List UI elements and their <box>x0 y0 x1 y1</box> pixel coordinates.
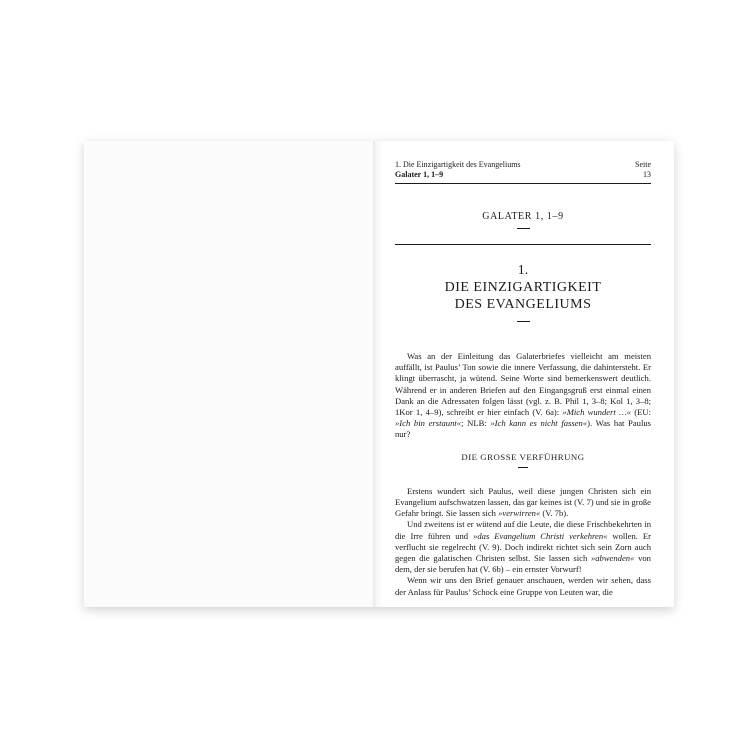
running-header <box>395 160 651 180</box>
paragraph-2: Erstens wundert sich Paulus, weil diese jungen Christen sich ein Evangelium aufschwatzen lassen, das gar keines ist (V. 7) und sie in große Gefahr bringt. Sie lassen sich »verwirren« (V. 7b). <box>395 485 651 519</box>
paragraph-1: Was an der Einleitung das Galaterbriefes vielleicht am meisten auffällt, ist Paulus’ Ton sowie die innere Verfassung, die dahintersteht. Er klingt überrascht, ja wütend. Seine Worte sind bemerkenswert deutlich. Während er in anderen Briefen auf den Eingangsgruß erst einmal einen Dank an die Adressaten folgen lässt (vgl. z. B. Phil 1, 3–8; Kol 1, 3–8; 1Kor 1, 4–9), schreibt er hier einfach (V. 6a): »Mich wundert …« (EU: »Ich bin erstaunt«; NLB: »Ich kann es nicht fassen«). Was hat Paulus nur? <box>395 351 652 440</box>
header-page-number: 13 <box>643 170 651 179</box>
section-title-dash <box>518 467 528 468</box>
page-content <box>395 160 651 598</box>
paragraph-3: Und zweitens ist er wütend auf die Leute, die diese Frischbekehrten in die Irre führen und »das Evangelium Christi verkehren« wollen. Er verflucht sie regelrecht (V. 9). Doch indirekt richtet sich sein Zorn auch gegen die galatischen Christen selbst. Sie lassen sich »abwenden« von dem, der sie berufen hat (V. 6b) – ein ernster Vorwurf! <box>395 519 652 575</box>
header-passage-line: Galater 1, 1–9 <box>395 170 444 179</box>
chapter-number: 1. <box>517 263 529 278</box>
chapter-title-line-1: DIE EINZIGARTIGKEIT <box>444 280 602 295</box>
left-page-blank <box>84 141 375 607</box>
header-chapter-line: 1. Die Einzigartigkeit des Evangeliums <box>395 160 521 169</box>
section-title: DIE GROSSE VERFÜHRUNG <box>461 451 585 462</box>
header-page-label: Seite <box>635 160 651 169</box>
open-book <box>84 141 674 607</box>
chapter-rule <box>395 244 651 245</box>
right-page <box>383 141 674 607</box>
chapter-title-dash <box>517 321 530 322</box>
book-spine <box>373 141 383 607</box>
chapter-title-line-2: DES EVANGELIUMS <box>454 297 592 312</box>
header-rule <box>395 183 651 184</box>
body-text <box>395 351 651 598</box>
paragraph-4: Wenn wir uns den Brief genauer anschauen, werden wir sehen, dass der Anlass für Paulus’ Schock eine Gruppe von Leuten war, die <box>395 575 651 597</box>
part-title-dash <box>517 228 530 229</box>
part-title: GALATER 1, 1–9 <box>482 211 564 222</box>
